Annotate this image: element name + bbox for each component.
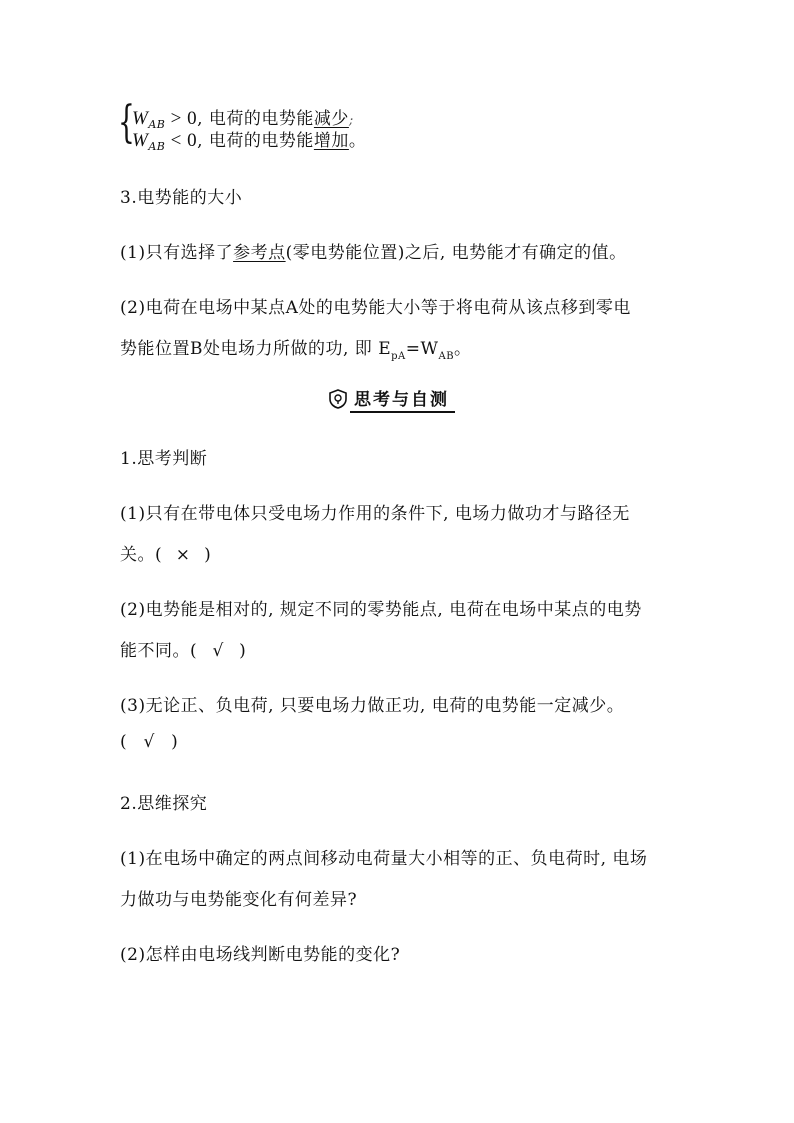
question-line: (3)无论正、负电荷, 只要电场力做正功, 电荷的电势能一定减少。	[120, 696, 625, 716]
left-brace: {	[118, 97, 135, 148]
text: 能不同。(	[120, 641, 198, 661]
question-line	[120, 636, 246, 661]
subscript: pA	[391, 351, 406, 362]
text: =W	[405, 339, 439, 359]
math-w: W	[132, 130, 149, 151]
question-line: (2)电势能是相对的, 规定不同的零势能点, 电荷在电场中某点的电势	[120, 600, 642, 620]
math-op: < 0	[165, 130, 198, 151]
case-tail: ;	[348, 113, 354, 128]
section-heading: 2.思维探究	[120, 794, 208, 814]
subscript: AB	[438, 351, 455, 362]
text: (1)只有选择了	[120, 243, 234, 263]
shield-lightbulb-icon	[328, 389, 348, 409]
math-op: > 0	[165, 108, 198, 129]
section-heading: 1.思考判断	[120, 449, 208, 469]
math-sub: AB	[148, 140, 166, 153]
text: 关。(	[120, 545, 163, 565]
underlined-term: 参考点	[233, 243, 286, 263]
question-line	[120, 540, 211, 565]
text: )	[204, 545, 212, 565]
answer-mark: √	[212, 641, 224, 661]
paragraph	[120, 238, 627, 263]
case-underlined: 减少	[313, 109, 349, 129]
question-line: (2)怎样由电场线判断电势能的变化?	[120, 945, 401, 965]
text: )	[239, 641, 247, 661]
text: (零电势能位置)之后, 电势能才有确定的值。	[285, 243, 627, 263]
case-text: , 电荷的电势能	[197, 109, 314, 129]
math-sub: AB	[148, 118, 166, 131]
question-line: (1)在电场中确定的两点间移动电荷量大小相等的正、负电荷时, 电场	[120, 849, 648, 869]
paragraph-line: (2)电荷在电场中某点A处的电势能大小等于将电荷从该点移到零电	[120, 298, 631, 318]
case-underlined: 增加	[313, 131, 349, 151]
section-banner	[328, 387, 455, 411]
text: (	[120, 732, 128, 752]
text: 势能位置B处电场力所做的功, 即 E	[120, 339, 392, 359]
case-line-negative	[132, 126, 366, 153]
question-line	[120, 732, 178, 752]
case-text: , 电荷的电势能	[197, 131, 314, 151]
math-w: W	[132, 108, 149, 129]
question-line: 力做功与电势能变化有何差异?	[120, 890, 358, 910]
answer-mark: ×	[175, 545, 191, 565]
case-tail: 。	[348, 131, 367, 151]
paragraph-line	[120, 334, 472, 362]
question-line: (1)只有在带电体只受电场力作用的条件下, 电场力做功才与路径无	[120, 504, 630, 524]
answer-mark: √	[143, 732, 155, 752]
banner-title: 思考与自测	[350, 385, 455, 413]
section-heading: 3.电势能的大小	[120, 188, 243, 208]
text: )	[171, 732, 179, 752]
text: 。	[454, 339, 472, 359]
